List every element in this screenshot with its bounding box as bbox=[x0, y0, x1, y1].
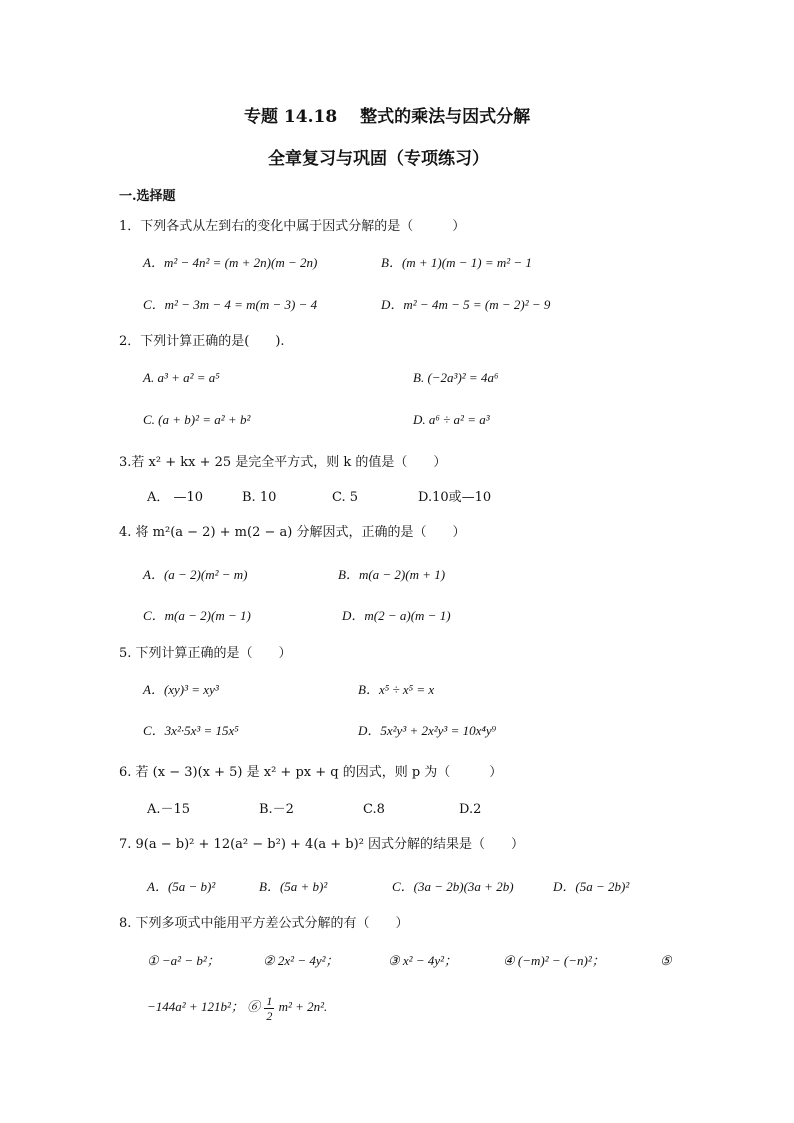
page-subtitle: 全章复习与巩固（专项练习） bbox=[268, 149, 489, 169]
question-4-option-b: B．m(a − 2)(m + 1) bbox=[338, 567, 446, 582]
question-6-option-a: A.－15 bbox=[147, 802, 191, 817]
question-6-option-c: C.8 bbox=[363, 802, 385, 817]
question-8-item-1: ① −a² − b²； bbox=[147, 953, 220, 968]
question-3-option-d: D.10或—10 bbox=[418, 490, 492, 505]
question-8-item-5-expression: −144a² + 121b²； ⑥ bbox=[147, 999, 261, 1014]
page-title: 专题 14.18 整式的乘法与因式分解 bbox=[244, 107, 531, 127]
question-8-stem: 8. 下列多项式中能用平方差公式分解的有（ ） bbox=[119, 916, 409, 931]
question-3-option-c: C. 5 bbox=[332, 490, 359, 505]
question-2-stem: 2．下列计算正确的是( ). bbox=[119, 334, 285, 349]
question-8-item-2: ② 2x² − 4y²； bbox=[263, 953, 339, 968]
section-heading: 一.选择题 bbox=[119, 189, 176, 204]
question-2-option-b: B. (−2a³)² = 4a⁶ bbox=[413, 370, 499, 385]
question-5-option-a: A．(xy)³ = xy³ bbox=[143, 682, 219, 697]
question-7-option-d: D．(5a − 2b)² bbox=[553, 879, 630, 894]
question-8-line-2 bbox=[147, 990, 327, 1024]
question-8-item-5: ⑤ bbox=[660, 953, 672, 968]
question-6-stem: 6. 若 (x − 3)(x + 5) 是 x² + px + q 的因式，则 p 为（ ） bbox=[119, 765, 503, 780]
fraction-numerator: 1 bbox=[266, 993, 273, 1008]
question-7-stem: 7. 9(a − b)² + 12(a² − b²) + 4(a + b)² 因式分解的结果是（ ） bbox=[119, 837, 525, 852]
question-4-option-d: D．m(2 − a)(m − 1) bbox=[342, 608, 451, 623]
question-6-option-b: B.－2 bbox=[259, 802, 294, 817]
question-1-option-a: A．m² − 4n² = (m + 2n)(m − 2n) bbox=[143, 255, 318, 270]
question-8-item-3: ③ x² − 4y²； bbox=[388, 953, 458, 968]
question-5-option-d: D．5x²y³ + 2x²y³ = 10x⁴y⁹ bbox=[358, 723, 497, 738]
question-3-stem: 3.若 x² + kx + 25 是完全平方式，则 k 的值是（ ） bbox=[119, 455, 447, 470]
question-5-option-b: B．x⁵ ÷ x⁵ = x bbox=[358, 682, 435, 697]
question-3-option-a: A． —10 bbox=[147, 490, 204, 505]
question-6-option-d: D.2 bbox=[459, 802, 482, 817]
question-8-item-6-expression: m² + 2n². bbox=[278, 999, 328, 1014]
question-4-option-c: C．m(a − 2)(m − 1) bbox=[143, 608, 251, 623]
question-1-option-b: B．(m + 1)(m − 1) = m² − 1 bbox=[381, 255, 532, 270]
question-2-option-c: C. (a + b)² = a² + b² bbox=[143, 412, 251, 427]
question-5-stem: 5. 下列计算正确的是（ ） bbox=[119, 646, 292, 661]
question-1-option-d: D．m² − 4m − 5 = (m − 2)² − 9 bbox=[381, 297, 551, 312]
question-7-option-b: B．(5a + b)² bbox=[259, 879, 328, 894]
question-7-option-c: C．(3a − 2b)(3a + 2b) bbox=[392, 879, 514, 894]
question-2-option-a: A. a³ + a² = a⁵ bbox=[143, 370, 220, 385]
question-1-option-c: C．m² − 3m − 4 = m(m − 3) − 4 bbox=[143, 297, 318, 312]
question-2-option-d: D. a⁶ ÷ a² = a³ bbox=[413, 412, 490, 427]
fraction-denominator: 2 bbox=[266, 1008, 273, 1023]
question-8-item-4: ④ (−m)² − (−n)²； bbox=[503, 953, 605, 968]
question-4-stem: 4. 将 m²(a − 2) + m(2 − a) 分解因式，正确的是（ ） bbox=[119, 525, 466, 540]
question-3-option-b: B. 10 bbox=[242, 490, 277, 505]
question-1-stem: 1．下列各式从左到右的变化中属于因式分解的是（ ） bbox=[119, 219, 466, 234]
question-5-option-c: C．3x²·5x³ = 15x⁵ bbox=[143, 723, 239, 738]
question-4-option-a: A．(a − 2)(m² − m) bbox=[143, 567, 248, 582]
question-7-option-a: A．(5a − b)² bbox=[147, 879, 216, 894]
fraction bbox=[264, 994, 274, 1023]
